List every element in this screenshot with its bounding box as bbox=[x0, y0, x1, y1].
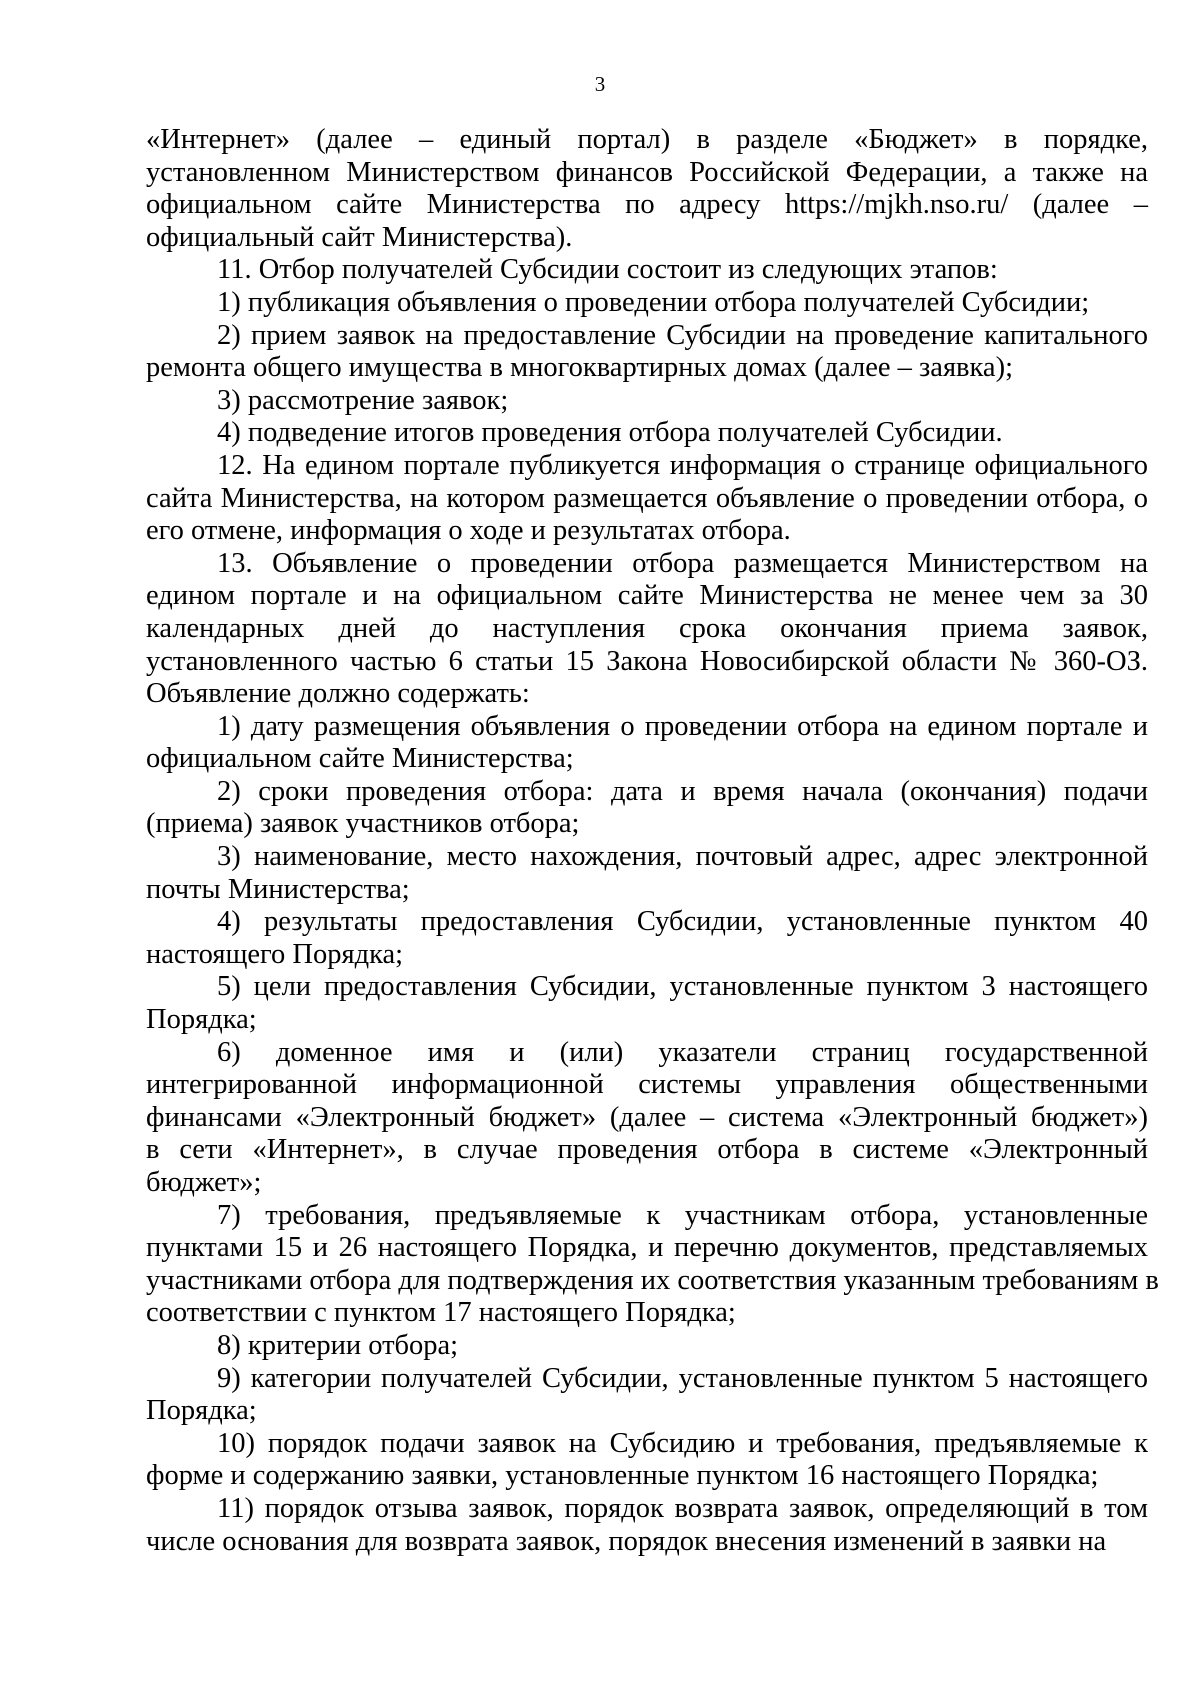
paragraph-p13-11 bbox=[146, 1493, 1148, 1558]
paragraph-p13-7 bbox=[146, 1199, 1159, 1330]
text-line: его отмене, информация о ходе и результатах отбора. bbox=[146, 515, 791, 547]
text-line: в сети «Интернет», в случае проведения отбора в системе «Электронный bbox=[146, 1134, 1148, 1166]
text-line: настоящего Порядка; bbox=[146, 938, 404, 970]
paragraph-p13-10 bbox=[146, 1428, 1148, 1493]
text-line: участниками отбора для подтверждения их соответствия указанным требованиям в bbox=[146, 1264, 1159, 1296]
text-line: Объявление должно содержать: bbox=[146, 678, 530, 710]
text-line: 4) результаты предоставления Субсидии, установленные пунктом 40 bbox=[217, 906, 1148, 938]
text-line: 8) критерии отбора; bbox=[217, 1329, 459, 1361]
text-line: календарных дней до наступления срока окончания приема заявок, bbox=[146, 612, 1148, 644]
text-line: 3) рассмотрение заявок; bbox=[217, 384, 509, 416]
text-line: 11) порядок отзыва заявок, порядок возврата заявок, определяющий в том bbox=[217, 1492, 1148, 1524]
text-line: официальный сайт Министерства). bbox=[146, 221, 573, 253]
text-line: официальном сайте Министерства по адресу https://mjkh.nso.ru/ (далее – bbox=[146, 189, 1148, 221]
text-line: интегрированной информационной системы управления общественными bbox=[146, 1069, 1148, 1101]
text-line: пунктами 15 и 26 настоящего Порядка, и перечню документов, представляемых bbox=[146, 1232, 1148, 1264]
paragraph-p11-4 bbox=[146, 417, 1148, 450]
paragraph-p11-2 bbox=[146, 320, 1148, 385]
text-line: ремонта общего имущества в многоквартирных домах (далее – заявка); bbox=[146, 352, 1013, 384]
text-line: 1) публикация объявления о проведении отбора получателей Субсидии; bbox=[217, 286, 1090, 318]
text-line: 3) наименование, место нахождения, почтовый адрес, адрес электронной bbox=[217, 841, 1148, 873]
body-text bbox=[146, 124, 1159, 1558]
text-line: сайта Министерства, на котором размещается объявление о проведении отбора, о bbox=[146, 482, 1148, 514]
paragraph-p13-3 bbox=[146, 841, 1148, 906]
text-line: 7) требования, предъявляемые к участникам отбора, установленные bbox=[217, 1199, 1148, 1231]
text-line: финансами «Электронный бюджет» (далее – система «Электронный бюджет») bbox=[146, 1101, 1148, 1133]
text-line: Порядка; bbox=[146, 1004, 257, 1036]
paragraph-p11-1 bbox=[146, 287, 1148, 320]
text-line: установленного частью 6 статьи 15 Закона Новосибирской области № 360-ОЗ. bbox=[146, 645, 1148, 677]
text-line: 9) категории получателей Субсидии, установленные пунктом 5 настоящего bbox=[217, 1362, 1148, 1394]
text-line: Порядка; bbox=[146, 1395, 257, 1427]
paragraph-p13-9 bbox=[146, 1363, 1148, 1428]
text-line: 13. Объявление о проведении отбора размещается Министерством на bbox=[217, 547, 1148, 579]
paragraph-p13-4 bbox=[146, 906, 1148, 971]
text-line: почты Министерства; bbox=[146, 873, 410, 905]
text-line: 1) дату размещения объявления о проведении отбора на едином портале и bbox=[217, 710, 1148, 742]
page-number: 3 bbox=[594, 72, 606, 96]
text-line: установленном Министерством финансов Российской Федерации, а также на bbox=[146, 156, 1148, 188]
text-line: соответствии с пунктом 17 настоящего Порядка; bbox=[146, 1297, 736, 1329]
text-line: форме и содержанию заявки, установленные пунктом 16 настоящего Порядка; bbox=[146, 1460, 1099, 1492]
text-line: «Интернет» (далее – единый портал) в разделе «Бюджет» в порядке, bbox=[146, 124, 1148, 155]
text-line: едином портале и на официальном сайте Министерства не менее чем за 30 bbox=[146, 580, 1148, 612]
text-line: 2) сроки проведения отбора: дата и время начала (окончания) подачи bbox=[217, 775, 1148, 807]
paragraph-p12 bbox=[146, 450, 1148, 548]
text-line: 6) доменное имя и (или) указатели страниц государственной bbox=[217, 1036, 1148, 1068]
text-line: 2) прием заявок на предоставление Субсидии на проведение капитального bbox=[217, 319, 1148, 351]
text-line: 10) порядок подачи заявок на Субсидию и требования, предъявляемые к bbox=[217, 1427, 1148, 1459]
paragraph-p13-1 bbox=[146, 711, 1148, 776]
text-line: 12. На едином портале публикуется информация о странице официального bbox=[217, 449, 1148, 481]
text-line: 5) цели предоставления Субсидии, установленные пунктом 3 настоящего bbox=[217, 971, 1148, 1003]
paragraph-p11 bbox=[146, 254, 1148, 287]
text-line: бюджет»; bbox=[146, 1167, 262, 1198]
text-line: официальном сайте Министерства; bbox=[146, 743, 574, 775]
paragraph-p11-3 bbox=[146, 385, 1148, 418]
text-line: 11. Отбор получателей Субсидии состоит из следующих этапов: bbox=[217, 254, 998, 286]
text-line: 4) подведение итогов проведения отбора получателей Субсидии. bbox=[217, 417, 1003, 449]
text-line: (приема) заявок участников отбора; bbox=[146, 808, 580, 840]
text-line: числе основания для возврата заявок, порядок внесения изменений в заявки на bbox=[146, 1525, 1107, 1557]
paragraph-p13-6 bbox=[146, 1037, 1148, 1200]
paragraph-p13-5 bbox=[146, 971, 1148, 1036]
paragraph-p13-2 bbox=[146, 776, 1148, 841]
paragraph-p13-8 bbox=[146, 1330, 1148, 1363]
paragraph-p0 bbox=[146, 124, 1148, 254]
paragraph-p13 bbox=[146, 548, 1148, 711]
